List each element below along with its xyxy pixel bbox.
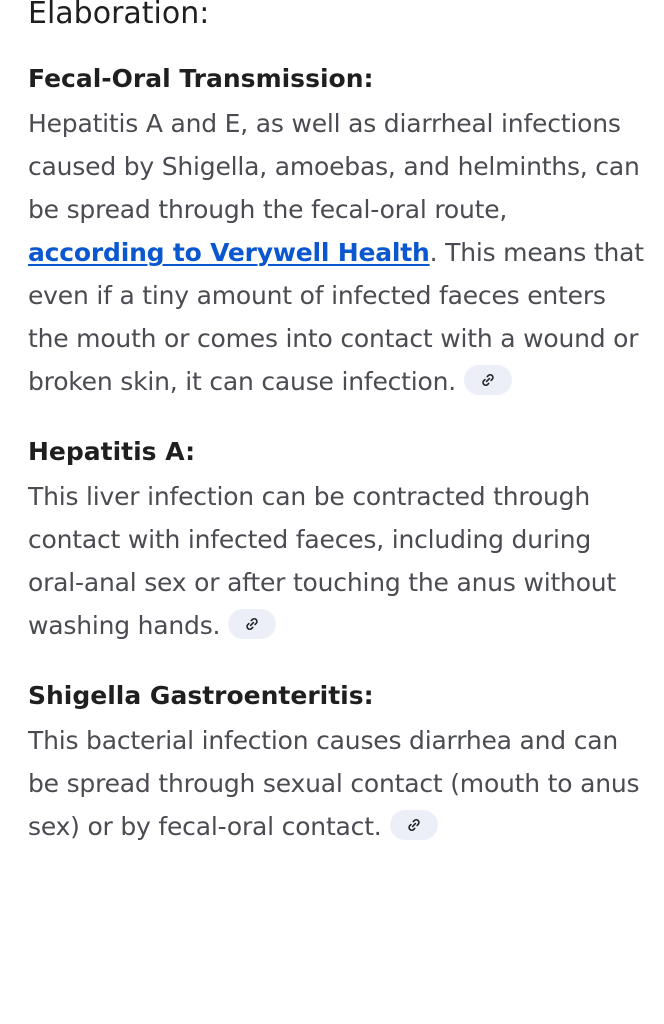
source-link-verywell-health[interactable]: according to Verywell Health	[28, 238, 430, 267]
link-icon	[480, 372, 496, 388]
section-title: Shigella Gastroenteritis:	[28, 681, 374, 710]
section-title: Fecal-Oral Transmission:	[28, 64, 374, 93]
section-body-text-continued: . This means that even if a tiny amount of infected faeces enters the mouth or comes into contact with a wound or broken skin, it can cause infection.	[28, 238, 644, 396]
section-body-text: Hepatitis A and E, as well as diarrheal infections caused by Shigella, amoebas, and helminths, can be spread through the fecal-oral route,	[28, 109, 640, 224]
section-title: Hepatitis A:	[28, 437, 196, 466]
section-body-text: This bacterial infection causes diarrhea and can be spread through sexual contact (mouth to anus sex) or by fecal-oral contact.	[28, 726, 640, 841]
link-icon	[406, 817, 422, 833]
section-body-text: This liver infection can be contracted through contact with infected faeces, including during oral-anal sex or after touching the anus without washing hands.	[28, 482, 617, 640]
source-link-chip[interactable]	[464, 365, 512, 395]
section-body	[28, 719, 644, 848]
section-body	[28, 102, 644, 403]
section-body	[28, 475, 644, 647]
section-shigella-gastroenteritis	[28, 681, 644, 848]
section-hepatitis-a	[28, 437, 644, 647]
source-link-chip[interactable]	[228, 609, 276, 639]
link-icon	[244, 616, 260, 632]
section-fecal-oral-transmission	[28, 64, 644, 403]
page-title: Elaboration:	[28, 0, 210, 31]
source-link-chip[interactable]	[390, 810, 438, 840]
